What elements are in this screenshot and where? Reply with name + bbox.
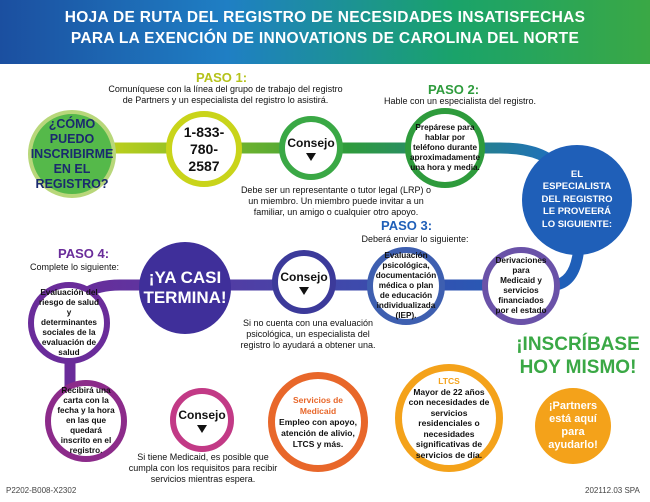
medicaid-circle	[268, 372, 368, 472]
ltcs-content	[402, 376, 496, 461]
footer-code-left: P2202-B008-X2302	[6, 486, 77, 495]
letter-text: Recibirá una carta con la fecha y la hora en las que quedará inscrito en el registro.	[57, 386, 115, 455]
phone-number	[184, 124, 224, 175]
tip-2-text: Si no cuenta con una evaluación psicológica, un especialista del registro lo ayudará a obtener una.	[240, 318, 376, 350]
question-text: ¿CÓMO PUEDO INSCRIBIRME EN EL REGISTRO?	[30, 116, 114, 191]
tip-3-text: Si tiene Medicaid, es posible que cumpla con los requisitos para recibir servicios mientras espera.	[128, 452, 278, 484]
evaluation-circle	[367, 247, 445, 325]
tip-3-label: Consejo	[178, 407, 226, 422]
ltcs-text: Mayor de 22 años con necesidades de servicios residenciales o necesidades significativas de servicios de día.	[408, 386, 490, 460]
ltcs-title: LTCS	[438, 375, 460, 386]
health-assessment-text: Evaluación del riesgo de salud y determinantes sociales de la evaluación de salud	[38, 288, 100, 357]
footer-code-right: 202112.03 SPA	[585, 486, 640, 495]
tip-3-circle	[170, 388, 234, 452]
arrow-down-icon	[197, 425, 207, 433]
tip-1-label: Consejo	[287, 135, 335, 150]
specialist-circle	[522, 145, 632, 255]
tip-2-circle	[272, 250, 336, 314]
arrow-down-icon	[306, 153, 316, 161]
medicaid-title: Servicios de Medicaid	[292, 394, 344, 416]
step-2-text: Hable con un especialista del registro.	[383, 96, 537, 106]
ltcs-circle	[395, 364, 503, 472]
title-line-2: PARA LA EXENCIÓN DE INNOVATIONS DE CAROLINA DEL NORTE	[70, 30, 580, 47]
signup-callout	[508, 333, 648, 379]
almost-done-circle	[139, 242, 231, 334]
health-assessment-circle	[28, 282, 110, 364]
partners-circle	[535, 388, 611, 464]
tip-1-circle	[279, 116, 343, 180]
phone-circle	[166, 111, 242, 187]
evaluation-text: Evaluación psicológica, documentación médica o plan de educación individualizada (IEP).	[375, 251, 437, 320]
almost-done-text: ¡YA CASI TERMINA!	[143, 268, 227, 307]
referrals-text: Derivaciones para Medicaid y servicios financiados por el estado	[495, 256, 547, 315]
signup-line-1: ¡INSCRÍBASE	[516, 334, 640, 355]
medicaid-content	[275, 395, 361, 450]
medicaid-text: Empleo con apoyo, atención de alivio, LTCS y más.	[279, 416, 357, 449]
prepare-circle	[405, 108, 485, 188]
step-4-label: PASO 4:	[58, 246, 110, 261]
question-circle	[28, 110, 116, 198]
step-1-label: PASO 1:	[196, 70, 248, 85]
step-3-label: PASO 3:	[381, 218, 433, 233]
tip-1-text: Debe ser un representante o tutor legal (LRP) o un miembro. Un miembro puede invitar a un familiar, un amigo o cualquier otro apoyo.	[240, 185, 432, 217]
title-line-1: HOJA DE RUTA DEL REGISTRO DE NECESIDADES INSATISFECHAS	[64, 9, 586, 26]
step-4-text: Complete lo siguiente:	[30, 262, 120, 272]
step-2-label: PASO 2:	[428, 82, 480, 97]
signup-line-2: HOY MISMO!	[519, 357, 637, 378]
prepare-text: Prepárese para hablar por teléfono durante aproximadamente una hora y media.	[409, 123, 481, 172]
partners-text: ¡Partners está aquí para ayudarlo!	[548, 400, 598, 451]
letter-circle	[45, 380, 127, 462]
specialist-text: EL ESPECIALISTA DEL REGISTRO LE PROVEERÁ LO SIGUIENTE:	[541, 168, 613, 230]
phone-line-3: 2587	[188, 157, 220, 174]
tip-2-label: Consejo	[280, 269, 328, 284]
arrow-down-icon	[299, 287, 309, 295]
phone-line-2: 780-	[189, 140, 219, 157]
step-3-text: Deberá enviar lo siguiente:	[361, 234, 469, 244]
referrals-circle	[482, 247, 560, 325]
phone-line-1: 1-833-	[183, 123, 225, 140]
step-1-text: Comuníquese con la línea del grupo de trabajo del registro de Partners y un especialista del registro lo asistirá.	[108, 84, 343, 105]
